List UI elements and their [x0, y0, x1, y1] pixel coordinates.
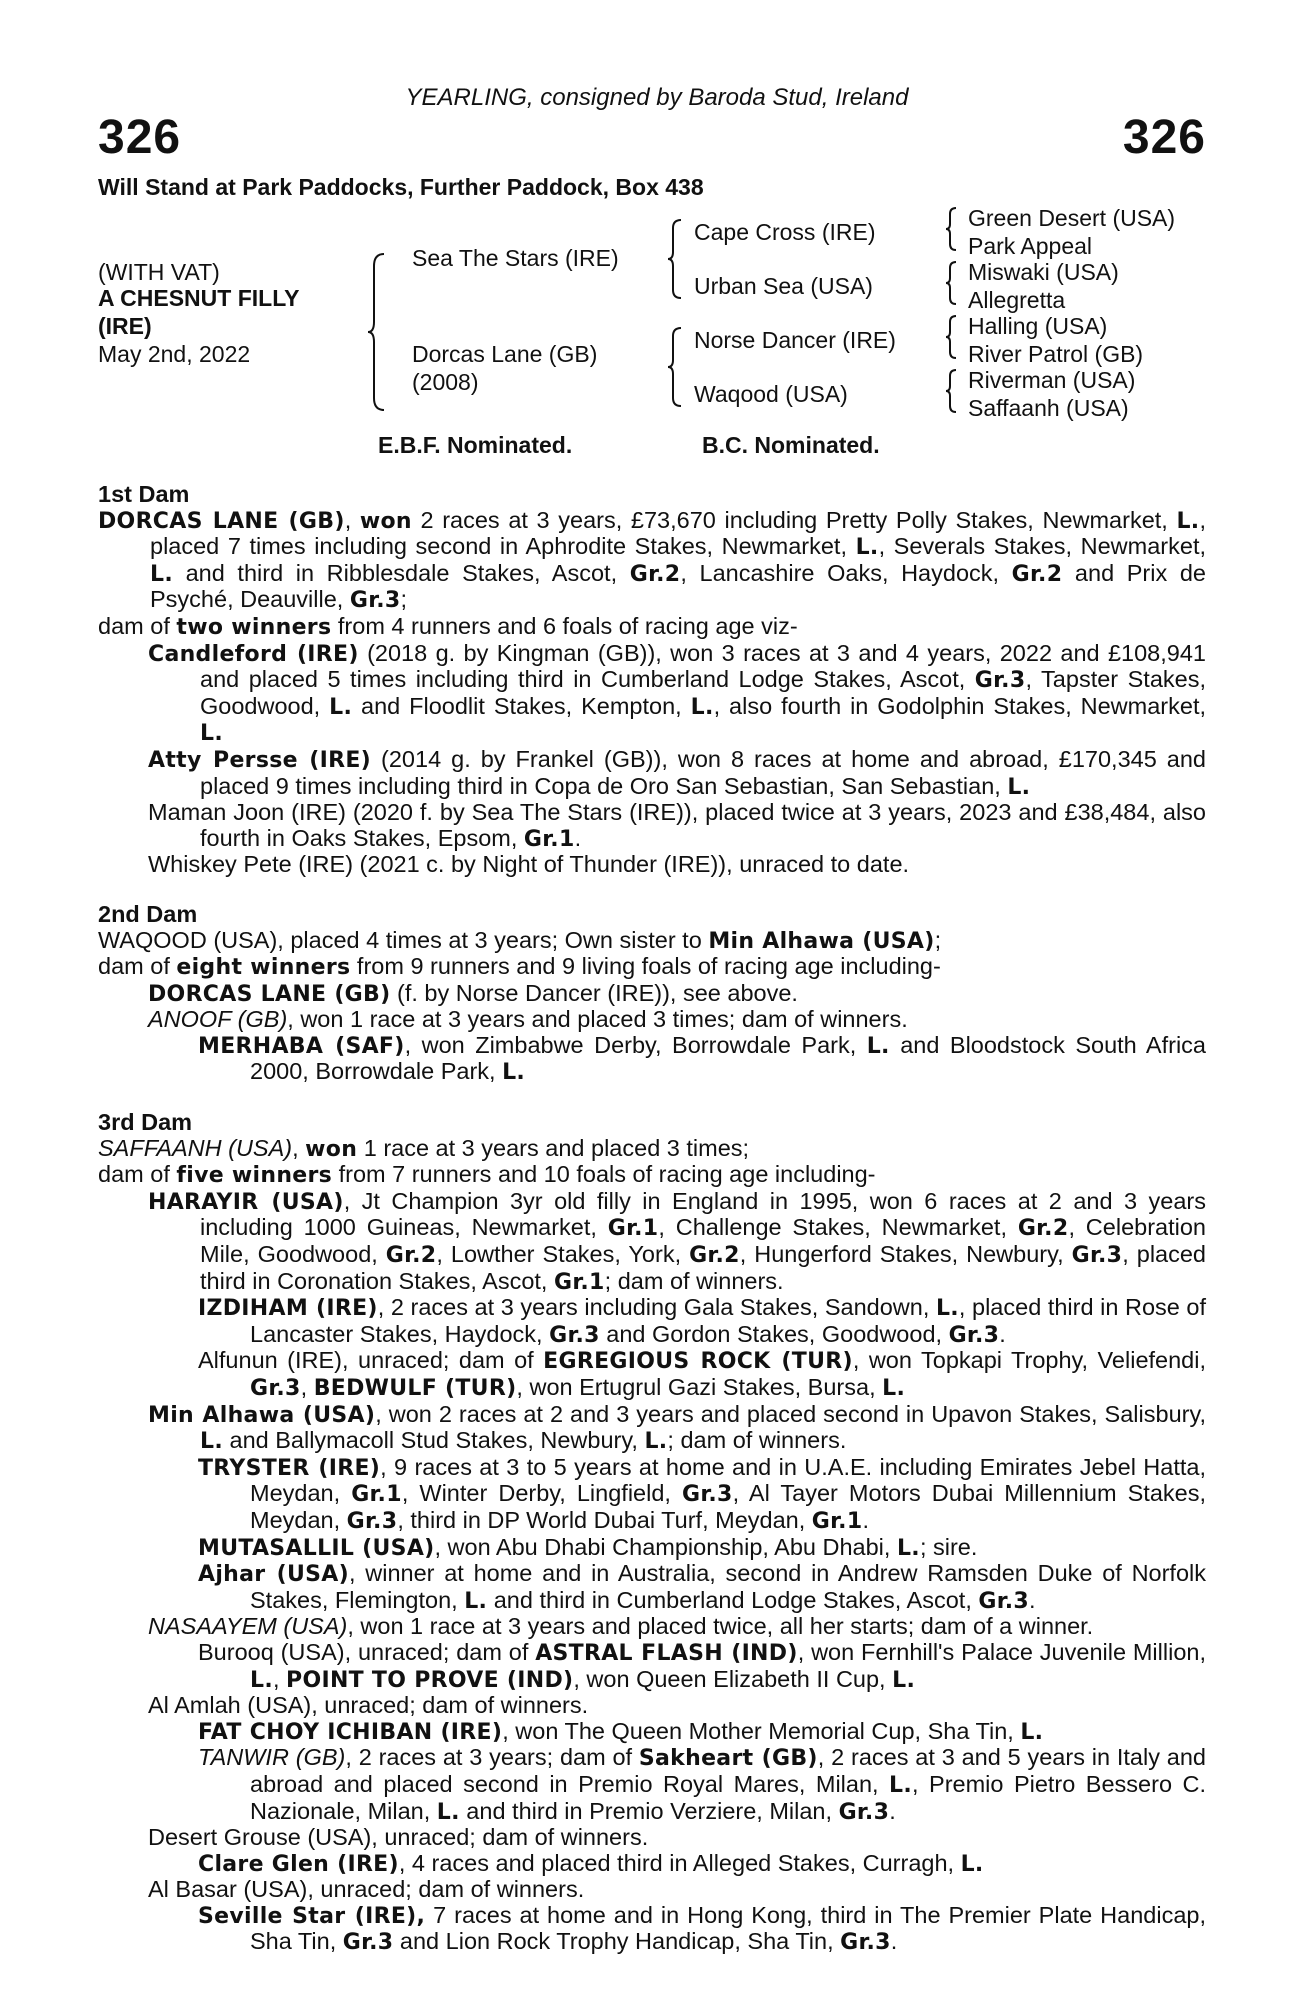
produce-mutasallil: MUTASALLIL (USA), won Abu Dhabi Championship, Abu Dhabi, L.; sire.	[198, 1533, 978, 1561]
ancestor-g1: Green Desert (USA)	[968, 205, 1176, 231]
produce-tanwir: TANWIR (GB), 2 races at 3 years; dam of Sakheart (GB), 2 races at 3 and 5 years in Italy and abroad and placed second in Premio Royal Mares, Milan, L., Premio Pietro Bessero C. Nazionale, Milan, L. and third in Premio Verziere, Milan, Gr.3.	[198, 1744, 1206, 1825]
produce-alfunun: Alfunun (IRE), unraced; dam of EGREGIOUS ROCK (TUR), won Topkapi Trophy, Veliefendi, Gr.3, BEDWULF (TUR), won Ertugrul Gazi Stakes, Bursa, L.	[198, 1347, 1207, 1401]
produce-ajhar: Ajhar (USA), winner at home and in Australia, second in Andrew Ramsden Duke of Norfolk Stakes, Flemington, L. and third in Cumberland Lodge Stakes, Ascot, Gr.3.	[198, 1560, 1206, 1614]
pedigree-brace-4	[944, 206, 958, 252]
second-dam-produce-summary: dam of eight winners from 9 runners and 9 living foals of racing age including-	[98, 953, 941, 981]
ancestor-g6: River Patrol (GB)	[968, 341, 1144, 367]
ancestor-g8: Saffaanh (USA)	[968, 395, 1129, 421]
produce-clare-glen: Clare Glen (IRE), 4 races and placed third in Alleged Stakes, Curragh, L.	[198, 1849, 984, 1877]
produce-fat-choy-ichiban: FAT CHOY ICHIBAN (IRE), won The Queen Mother Memorial Cup, Sha Tin, L.	[198, 1717, 1044, 1745]
sire-sire-name: Cape Cross (IRE)	[694, 219, 876, 245]
bc-nominated: B.C. Nominated.	[702, 432, 880, 458]
produce-dorcas-lane: DORCAS LANE (GB) (f. by Norse Dancer (IRE)), see above.	[148, 979, 798, 1007]
produce-maman-joon: Maman Joon (IRE) (2020 f. by Sea The Stars (IRE)), placed twice at 3 years, 2023 and £38,484, also fourth in Oaks Stakes, Epsom, Gr.1.	[148, 799, 1206, 852]
second-dam-paragraph: WAQOOD (USA), placed 4 times at 3 years; Own sister to Min Alhawa (USA);	[98, 926, 942, 954]
pedigree-brace-1	[366, 252, 388, 412]
produce-nasaayem: NASAAYEM (USA), won 1 race at 3 years and placed twice, all her starts; dam of a winner.	[148, 1613, 1094, 1640]
catalogue-body	[98, 482, 1206, 1956]
ancestor-g4: Allegretta	[968, 287, 1066, 313]
dam-name: Dorcas Lane (GB)	[412, 341, 598, 367]
dam-year: (2008)	[412, 369, 479, 395]
third-dam-heading: 3rd Dam	[98, 1109, 193, 1136]
second-dam-heading: 2nd Dam	[98, 900, 198, 927]
ancestor-g5: Halling (USA)	[968, 313, 1108, 339]
produce-atty-persse: Atty Persse (IRE) (2014 g. by Frankel (GB)), won 8 races at home and abroad, £170,345 and placed 9 times including third in Copa de Oro San Sebastian, San Sebastian, L.	[148, 745, 1206, 800]
horse-name-line2: (IRE)	[98, 313, 152, 339]
ebf-nominated: E.B.F. Nominated.	[378, 432, 573, 458]
lot-number-right: 326	[1122, 111, 1206, 164]
produce-tryster: TRYSTER (IRE), 9 races at 3 to 5 years at home and in U.A.E. including Emirates Jebel Hatta, Meydan, Gr.1, Winter Derby, Lingfield, Gr.3, Al Tayer Motors Dubai Millennium Stakes, Meydan, Gr.3, third in DP World Dubai Turf, Meydan, Gr.1.	[198, 1453, 1206, 1534]
produce-candleford: Candleford (IRE) (2018 g. by Kingman (GB)), won 3 races at 3 and 4 years, 2022 and £108,941 and placed 5 times including third in Cumberland Lodge Stakes, Ascot, Gr.3, Tapster Stakes, Goodwood, L. and Floodlit Stakes, Kempton, L., also fourth in Godolphin Stakes, Newmarket, L.	[148, 639, 1206, 747]
produce-burooq: Burooq (USA), unraced; dam of ASTRAL FLASH (IND), won Fernhill's Palace Juvenile Million, L., POINT TO PROVE (IND), won Queen Elizabeth II Cup, L.	[198, 1638, 1206, 1693]
first-dam-paragraph: DORCAS LANE (GB), won 2 races at 3 years, £73,670 including Pretty Polly Stakes, Newmarket, L., placed 7 times including second in Aphrodite Stakes, Newmarket, L., Severals Stakes, Newmarket, L. and third in Ribblesdale Stakes, Ascot, Gr.2, Lancashire Oaks, Haydock, Gr.2 and Prix de Psyché, Deauville, Gr.3;	[98, 506, 1207, 614]
ancestor-g2: Park Appeal	[968, 233, 1093, 259]
produce-min-alhawa: Min Alhawa (USA), won 2 races at 2 and 3 years and placed second in Upavon Stakes, Salisbury, L. and Ballymacoll Stud Stakes, Newbury, L.; dam of winners.	[148, 1400, 1206, 1455]
third-dam-produce-summary: dam of five winners from 7 runners and 10 foals of racing age including-	[98, 1161, 876, 1189]
foaling-date: May 2nd, 2022	[98, 341, 251, 367]
third-dam-paragraph: SAFFAANH (USA), won 1 race at 3 years and placed 3 times;	[98, 1134, 750, 1162]
pedigree-brace-3	[666, 326, 684, 408]
pedigree-brace-6	[944, 314, 958, 360]
produce-harayir: HARAYIR (USA), Jt Champion 3yr old filly in England in 1995, won 6 races at 2 and 3 years including 1000 Guineas, Newmarket, Gr.1, Challenge Stakes, Newmarket, Gr.2, Celebration Mile, Goodwood, Gr.2, Lowther Stakes, York, Gr.2, Hungerford Stakes, Newbury, Gr.3, placed third in Coronation Stakes, Ascot, Gr.1; dam of winners.	[148, 1187, 1207, 1295]
produce-desert-grouse: Desert Grouse (USA), unraced; dam of winners.	[148, 1824, 649, 1851]
produce-whiskey-pete: Whiskey Pete (IRE) (2021 c. by Night of Thunder (IRE)), unraced to date.	[148, 851, 910, 878]
horse-name-line1: A CHESNUT FILLY	[98, 285, 300, 311]
pedigree-brace-5	[944, 260, 958, 306]
ancestor-g7: Riverman (USA)	[968, 367, 1136, 393]
first-dam-produce-summary: dam of two winners from 4 runners and 6 foals of racing age viz-	[98, 612, 798, 640]
produce-seville-star: Seville Star (IRE), 7 races at home and in Hong Kong, third in The Premier Plate Handicap, Sha Tin, Gr.3 and Lion Rock Trophy Handicap, Sha Tin, Gr.3.	[198, 1901, 1206, 1956]
first-dam-heading: 1st Dam	[98, 481, 190, 507]
produce-merhaba: MERHABA (SAF), won Zimbabwe Derby, Borrowdale Park, L. and Bloodstock South Africa 2000, Borrowdale Park, L.	[198, 1031, 1206, 1086]
produce-anoof: ANOOF (GB), won 1 race at 3 years and placed 3 times; dam of winners.	[148, 1006, 908, 1033]
pedigree-brace-7	[944, 368, 958, 414]
produce-al-basar: Al Basar (USA), unraced; dam of winners.	[148, 1876, 585, 1903]
sire-name: Sea The Stars (IRE)	[412, 245, 619, 271]
ancestor-g3: Miswaki (USA)	[968, 259, 1119, 285]
sire-dam-name: Urban Sea (USA)	[694, 273, 873, 299]
produce-al-amlah: Al Amlah (USA), unraced; dam of winners.	[148, 1692, 589, 1719]
produce-izdiham: IZDIHAM (IRE), 2 races at 3 years including Gala Stakes, Sandown, L., placed third in Rose of Lancaster Stakes, Haydock, Gr.3 and Gordon Stakes, Goodwood, Gr.3.	[198, 1294, 1206, 1348]
vat-note: (WITH VAT)	[98, 259, 220, 285]
dam-dam-name: Waqood (USA)	[694, 381, 848, 407]
lot-number-left: 326	[98, 111, 182, 164]
pedigree-brace-2	[666, 218, 684, 300]
stand-location: Will Stand at Park Paddocks, Further Paddock, Box 438	[98, 174, 704, 200]
dam-sire-name: Norse Dancer (IRE)	[694, 327, 896, 353]
consignor-subtitle: YEARLING, consigned by Baroda Stud, Ireland	[405, 84, 909, 111]
